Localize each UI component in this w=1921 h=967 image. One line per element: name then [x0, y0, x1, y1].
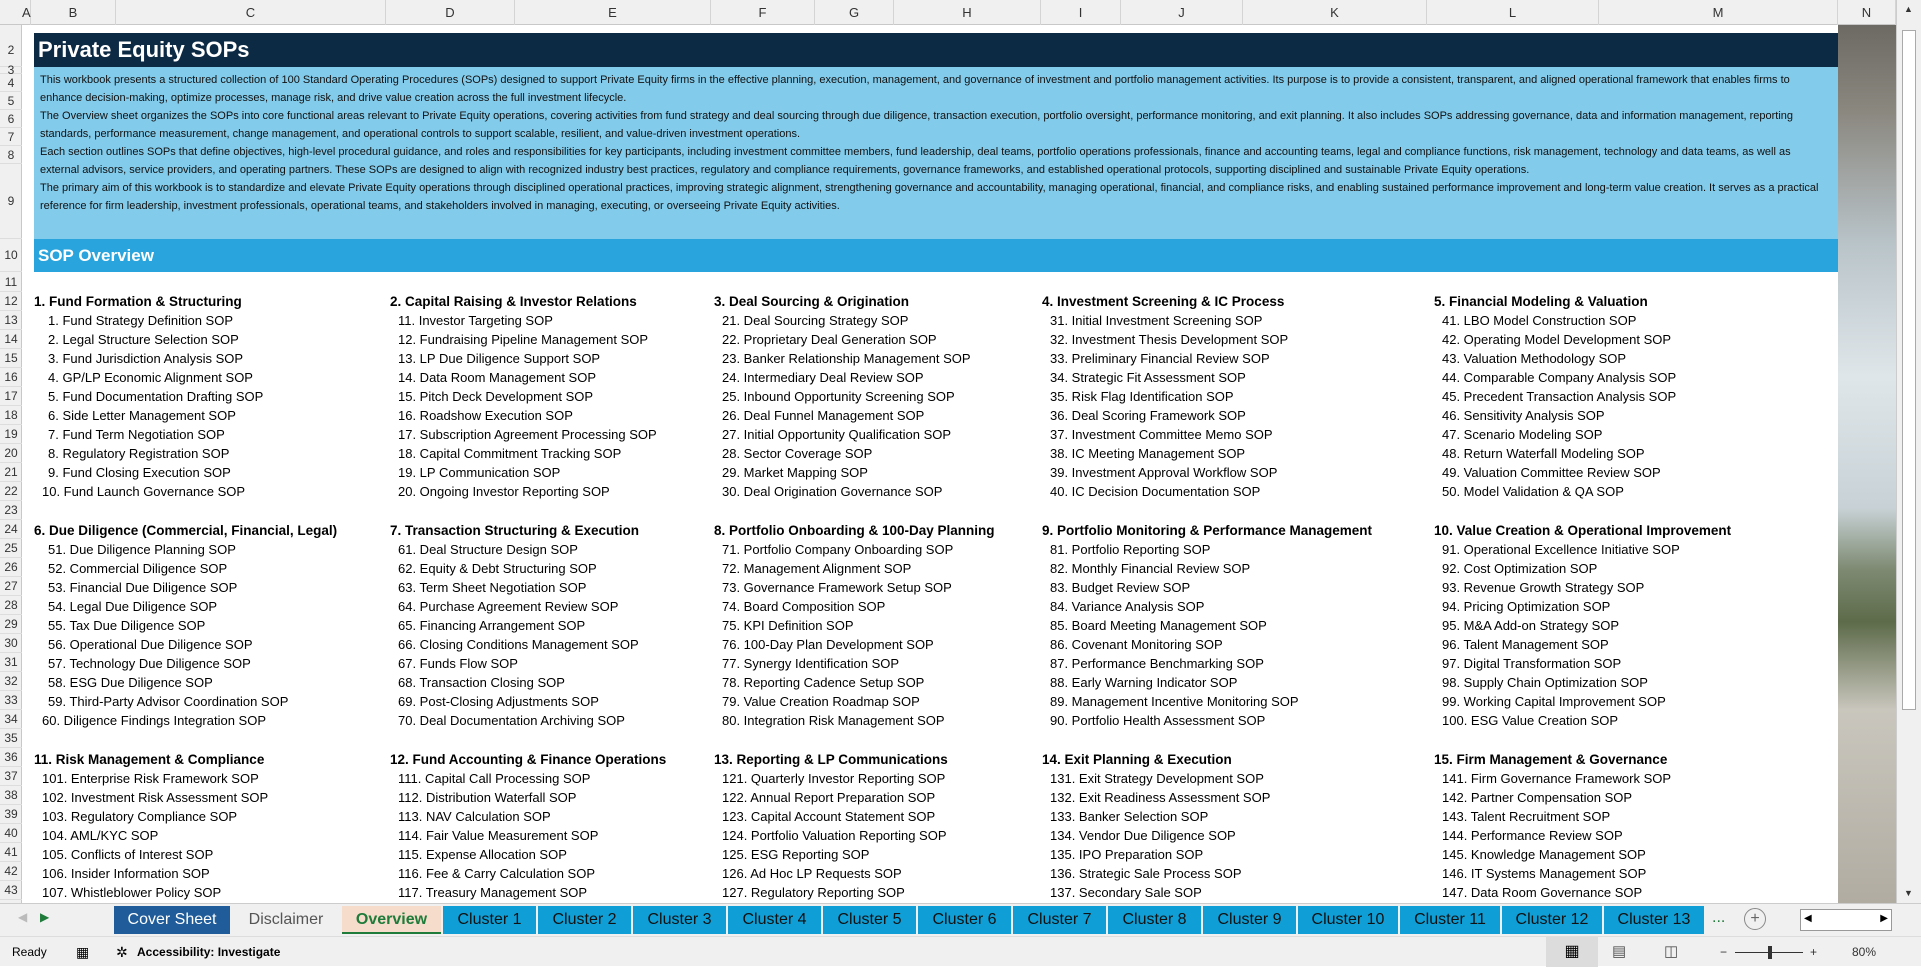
sop-list-item[interactable]: 105. Conflicts of Interest SOP [42, 847, 214, 862]
next-sheet-icon[interactable]: ▶ [40, 910, 50, 924]
sop-list-item[interactable]: 146. IT Systems Management SOP [1442, 866, 1647, 881]
sop-list-item[interactable]: 51. Due Diligence Planning SOP [48, 542, 236, 557]
row-header[interactable]: 32 [0, 672, 22, 691]
section-heading: 12. Fund Accounting & Finance Operations [390, 752, 667, 767]
sheet-tab[interactable]: Cluster 7 [1013, 906, 1106, 934]
scroll-right-icon[interactable]: ▶ [1880, 913, 1888, 924]
zoom-level[interactable]: 80% [1852, 945, 1877, 959]
sheet-tab[interactable]: Cluster 9 [1203, 906, 1296, 934]
sop-list-item[interactable]: 101. Enterprise Risk Framework SOP [42, 771, 259, 786]
section-heading: 14. Exit Planning & Execution [1042, 752, 1232, 767]
sop-list-item[interactable]: 60. Diligence Findings Integration SOP [42, 713, 267, 728]
sop-list-item[interactable]: 99. Working Capital Improvement SOP [1442, 694, 1666, 709]
scroll-down-icon[interactable]: ▼ [1904, 888, 1913, 898]
sop-list-item[interactable]: 80. Integration Risk Management SOP [722, 713, 945, 728]
sheet-tab[interactable]: Cluster 11 [1400, 906, 1500, 934]
column-header[interactable]: L [1427, 0, 1599, 25]
sop-list-item[interactable]: 34. Strategic Fit Assessment SOP [1050, 370, 1246, 385]
sop-list-item[interactable]: 114. Fair Value Measurement SOP [398, 828, 599, 843]
column-headers [0, 0, 1896, 25]
row-header[interactable]: 25 [0, 539, 22, 558]
sop-list-item[interactable]: 131. Exit Strategy Development SOP [1050, 771, 1264, 786]
sop-list-item[interactable]: 144. Performance Review SOP [1442, 828, 1623, 843]
sop-list-item[interactable]: 62. Equity & Debt Structuring SOP [398, 561, 597, 576]
accessibility-icon[interactable]: ✲ [116, 944, 128, 960]
column-header[interactable]: H [894, 0, 1041, 25]
sop-list-item[interactable]: 48. Return Waterfall Modeling SOP [1442, 446, 1645, 461]
sop-list-item[interactable]: 116. Fee & Carry Calculation SOP [398, 866, 596, 881]
zoom-in-button[interactable]: + [1810, 945, 1818, 959]
sop-list-item[interactable]: 66. Closing Conditions Management SOP [398, 637, 639, 652]
column-header[interactable]: A [22, 0, 31, 25]
sop-list-item[interactable]: 20. Ongoing Investor Reporting SOP [398, 484, 610, 499]
sop-list-item[interactable]: 7. Fund Term Negotiation SOP [48, 427, 225, 442]
status-bar [0, 936, 1921, 966]
sop-list-item[interactable]: 57. Technology Due Diligence SOP [48, 656, 251, 671]
row-header[interactable]: 42 [0, 862, 22, 881]
sop-list-item[interactable]: 141. Firm Governance Framework SOP [1442, 771, 1672, 786]
sop-list-item[interactable]: 75. KPI Definition SOP [722, 618, 854, 633]
row-header[interactable]: 37 [0, 767, 22, 786]
sop-list-item[interactable]: 133. Banker Selection SOP [1050, 809, 1209, 824]
sop-list-item[interactable]: 73. Governance Framework Setup SOP [722, 580, 952, 595]
sop-list-item[interactable]: 126. Ad Hoc LP Requests SOP [722, 866, 902, 881]
column-header[interactable]: C [116, 0, 386, 25]
column-header[interactable]: D [386, 0, 515, 25]
sop-list-item[interactable]: 86. Covenant Monitoring SOP [1050, 637, 1223, 652]
sop-list-item[interactable]: 28. Sector Coverage SOP [722, 446, 873, 461]
column-header[interactable]: J [1121, 0, 1243, 25]
sop-list-item[interactable]: 37. Investment Committee Memo SOP [1050, 427, 1273, 442]
sheet-tab[interactable]: Cover Sheet [114, 906, 230, 934]
sop-list-item[interactable]: 82. Monthly Financial Review SOP [1050, 561, 1251, 576]
sop-list-item[interactable]: 54. Legal Due Diligence SOP [48, 599, 218, 614]
row-header[interactable]: 21 [0, 463, 22, 482]
row-header[interactable]: 8 [0, 146, 22, 164]
sop-list-item[interactable]: 111. Capital Call Processing SOP [398, 771, 591, 786]
sop-list-item[interactable]: 142. Partner Compensation SOP [1442, 790, 1633, 805]
row-header[interactable]: 28 [0, 596, 22, 615]
row-header[interactable]: 22 [0, 482, 22, 501]
row-header[interactable]: 18 [0, 406, 22, 425]
sop-list-item[interactable]: 70. Deal Documentation Archiving SOP [398, 713, 625, 728]
sop-list-item[interactable]: 45. Precedent Transaction Analysis SOP [1442, 389, 1677, 404]
sop-list-item[interactable]: 68. Transaction Closing SOP [398, 675, 565, 690]
sop-list-item[interactable]: 33. Preliminary Financial Review SOP [1050, 351, 1270, 366]
sop-list-item[interactable]: 103. Regulatory Compliance SOP [42, 809, 238, 824]
sop-list-item[interactable]: 55. Tax Due Diligence SOP [48, 618, 206, 633]
sop-list-item[interactable]: 41. LBO Model Construction SOP [1442, 313, 1637, 328]
sop-list-item[interactable]: 123. Capital Account Statement SOP [722, 809, 936, 824]
sop-list-item[interactable]: 56. Operational Due Diligence SOP [48, 637, 253, 652]
sop-list-item[interactable]: 74. Board Composition SOP [722, 599, 886, 614]
sop-list-item[interactable]: 9. Fund Closing Execution SOP [48, 465, 231, 480]
sheet-tab[interactable]: Cluster 8 [1108, 906, 1201, 934]
row-header[interactable]: 10 [0, 239, 22, 272]
description-block [34, 67, 1838, 239]
sop-list-item[interactable]: 102. Investment Risk Assessment SOP [42, 790, 269, 805]
sop-list-item[interactable]: 19. LP Communication SOP [398, 465, 561, 480]
sop-list-item[interactable]: 38. IC Meeting Management SOP [1050, 446, 1246, 461]
sop-list-item[interactable]: 1. Fund Strategy Definition SOP [48, 313, 233, 328]
prev-sheet-icon[interactable]: ◀ [18, 910, 28, 924]
sop-list-item[interactable]: 93. Revenue Growth Strategy SOP [1442, 580, 1645, 595]
row-header[interactable]: 35 [0, 729, 22, 748]
scrollbar-thumb[interactable] [1902, 30, 1916, 710]
section-heading: 4. Investment Screening & IC Process [1042, 294, 1285, 309]
sop-list-item[interactable]: 32. Investment Thesis Development SOP [1050, 332, 1289, 347]
sheet-tab[interactable]: Cluster 13 [1604, 906, 1704, 934]
row-header[interactable]: 39 [0, 805, 22, 824]
page-layout-icon[interactable]: ▤ [1612, 943, 1627, 960]
sop-list-item[interactable]: 76. 100-Day Plan Development SOP [722, 637, 934, 652]
ready-status: Ready [12, 945, 47, 959]
sop-list-item[interactable]: 96. Talent Management SOP [1442, 637, 1609, 652]
row-header[interactable]: 6 [0, 110, 22, 128]
section-heading: 8. Portfolio Onboarding & 100-Day Planning [714, 523, 995, 538]
description-paragraph: This workbook presents a structured collection of 100 Standard Operating Procedures (SOPs) designed to support Private Equity firms in the effective planning, execution, management, and governance of investment and portfolio management activities. Its purpose is to provide a consistent, transparent, and aligned operational framework that enables firms to enhance decision-making, optimize processes, manage risk, and drive value creation across the full investment lifecycle. [40, 74, 1790, 104]
sop-list-item[interactable]: 3. Fund Jurisdiction Analysis SOP [48, 351, 244, 366]
sop-list-item[interactable]: 47. Scenario Modeling SOP [1442, 427, 1603, 442]
section-heading: 9. Portfolio Monitoring & Performance Management [1042, 523, 1373, 538]
column-header[interactable]: I [1041, 0, 1121, 25]
sheet-tab[interactable]: Cluster 4 [728, 906, 821, 934]
sop-list-item[interactable]: 24. Intermediary Deal Review SOP [722, 370, 924, 385]
sop-list-item[interactable]: 87. Performance Benchmarking SOP [1050, 656, 1264, 671]
sop-list-item[interactable]: 107. Whistleblower Policy SOP [42, 885, 222, 900]
row-header[interactable]: 40 [0, 824, 22, 843]
row-header[interactable]: 17 [0, 387, 22, 406]
sop-list-item[interactable]: 15. Pitch Deck Development SOP [398, 389, 594, 404]
sop-list-item[interactable]: 12. Fundraising Pipeline Management SOP [398, 332, 649, 347]
sop-list-item[interactable]: 112. Distribution Waterfall SOP [398, 790, 577, 805]
sheet-tab[interactable]: Overview [342, 906, 441, 934]
sop-list-item[interactable]: 30. Deal Origination Governance SOP [722, 484, 943, 499]
sop-list-item[interactable]: 143. Talent Recruitment SOP [1442, 809, 1611, 824]
section-heading: 11. Risk Management & Compliance [34, 752, 265, 767]
sop-list-item[interactable]: 21. Deal Sourcing Strategy SOP [722, 313, 909, 328]
sop-list-item[interactable]: 31. Initial Investment Screening SOP [1050, 313, 1263, 328]
sop-list-item[interactable]: 2. Legal Structure Selection SOP [48, 332, 239, 347]
row-header[interactable]: 12 [0, 292, 22, 311]
more-tabs[interactable]: ... [1712, 909, 1726, 926]
page-break-icon[interactable]: ◫ [1664, 943, 1679, 960]
sop-list-item[interactable]: 26. Deal Funnel Management SOP [722, 408, 925, 423]
section-heading: 6. Due Diligence (Commercial, Financial, Legal) [34, 523, 338, 538]
sheet-tab[interactable]: Cluster 6 [918, 906, 1011, 934]
section-heading: 5. Financial Modeling & Valuation [1434, 294, 1648, 309]
sop-list-item[interactable]: 104. AML/KYC SOP [42, 828, 159, 843]
page-title: Private Equity SOPs [34, 33, 1838, 67]
row-header[interactable]: 3 [0, 67, 22, 74]
section-heading: 2. Capital Raising & Investor Relations [390, 294, 637, 309]
row-header[interactable]: 34 [0, 710, 22, 729]
sop-list-item[interactable]: 16. Roadshow Execution SOP [398, 408, 573, 423]
row-header[interactable]: 5 [0, 92, 22, 110]
sop-list-item[interactable]: 97. Digital Transformation SOP [1442, 656, 1622, 671]
sop-list-item[interactable]: 79. Value Creation Roadmap SOP [722, 694, 920, 709]
sheet-tabs-bar [0, 903, 1921, 936]
section-heading: 1. Fund Formation & Structuring [34, 294, 242, 309]
scroll-up-icon[interactable]: ▲ [1904, 4, 1913, 14]
row-header[interactable]: 26 [0, 558, 22, 577]
column-header[interactable]: M [1599, 0, 1838, 25]
sheet-tab[interactable]: Cluster 2 [538, 906, 631, 934]
macro-icon[interactable]: ▦ [76, 944, 90, 960]
row-header[interactable]: 30 [0, 634, 22, 653]
row-header[interactable]: 15 [0, 349, 22, 368]
sop-list-item[interactable]: 25. Inbound Opportunity Screening SOP [722, 389, 955, 404]
row-header[interactable]: 14 [0, 330, 22, 349]
sop-list-item[interactable]: 6. Side Letter Management SOP [48, 408, 236, 423]
scroll-left-icon[interactable]: ◀ [1804, 913, 1812, 924]
sop-list-item[interactable]: 83. Budget Review SOP [1050, 580, 1191, 595]
row-header[interactable]: 13 [0, 311, 22, 330]
sop-list-item[interactable]: 137. Secondary Sale SOP [1050, 885, 1202, 900]
row-header[interactable]: 29 [0, 615, 22, 634]
sop-list-item[interactable]: 59. Third-Party Advisor Coordination SOP [48, 694, 289, 709]
sop-list-item[interactable]: 46. Sensitivity Analysis SOP [1442, 408, 1605, 423]
row-header[interactable]: 36 [0, 748, 22, 767]
sop-list-item[interactable]: 91. Operational Excellence Initiative SOP [1442, 542, 1680, 557]
sop-list-item[interactable]: 125. ESG Reporting SOP [722, 847, 870, 862]
description-paragraph: The primary aim of this workbook is to standardize and elevate Private Equity operations through disciplined operational practices, improving strategic alignment, strengthening governance and accountability, managing operational, financial, and compliance risks, and enabling sustained performance improvement and long-term value creation. It serves as a practical reference for firm leadership, investment professionals, operational teams, and stakeholders involved in managing, executing, or overseeing Private Equity activities. [40, 182, 1819, 212]
sop-list-item[interactable]: 40. IC Decision Documentation SOP [1050, 484, 1261, 499]
sop-list-item[interactable]: 78. Reporting Cadence Setup SOP [722, 675, 925, 690]
sheet-tab[interactable]: Disclaimer [232, 906, 340, 934]
sop-list-item[interactable]: 121. Quarterly Investor Reporting SOP [722, 771, 946, 786]
normal-view-icon[interactable]: ▦ [1546, 937, 1598, 967]
sop-list-item[interactable]: 94. Pricing Optimization SOP [1442, 599, 1611, 614]
sop-list-item[interactable]: 11. Investor Targeting SOP [398, 313, 553, 328]
sop-list-item[interactable]: 92. Cost Optimization SOP [1442, 561, 1598, 576]
sop-list-item[interactable]: 100. ESG Value Creation SOP [1442, 713, 1619, 728]
sop-list-item[interactable]: 88. Early Warning Indicator SOP [1050, 675, 1238, 690]
sop-list-item[interactable]: 27. Initial Opportunity Qualification SOP [722, 427, 952, 442]
row-header[interactable]: 43 [0, 881, 22, 900]
sheet-tab[interactable]: Cluster 3 [633, 906, 726, 934]
sop-list-item[interactable]: 14. Data Room Management SOP [398, 370, 596, 385]
sop-list-item[interactable]: 145. Knowledge Management SOP [1442, 847, 1646, 862]
section-heading: 13. Reporting & LP Communications [714, 752, 948, 767]
sop-list-item[interactable]: 113. NAV Calculation SOP [398, 809, 551, 824]
sop-list-item[interactable]: 72. Management Alignment SOP [722, 561, 912, 576]
sop-list-item[interactable]: 69. Post-Closing Adjustments SOP [398, 694, 599, 709]
sop-list-item[interactable]: 65. Financing Arrangement SOP [398, 618, 586, 633]
row-header[interactable]: 41 [0, 843, 22, 862]
sop-list-item[interactable]: 8. Regulatory Registration SOP [48, 446, 230, 461]
row-header[interactable]: 23 [0, 501, 22, 520]
sop-list-item[interactable]: 35. Risk Flag Identification SOP [1050, 389, 1234, 404]
sop-list-item[interactable]: 77. Synergy Identification SOP [722, 656, 900, 671]
sop-list-item[interactable]: 4. GP/LP Economic Alignment SOP [48, 370, 253, 385]
sop-overview-heading: SOP Overview [34, 239, 1838, 272]
sop-list-item[interactable]: 22. Proprietary Deal Generation SOP [722, 332, 937, 347]
row-header[interactable]: 20 [0, 444, 22, 463]
column-header[interactable]: K [1243, 0, 1427, 25]
sop-list-item[interactable]: 52. Commercial Diligence SOP [48, 561, 228, 576]
row-header[interactable]: 33 [0, 691, 22, 710]
row-header[interactable]: 7 [0, 128, 22, 146]
sop-list-item[interactable]: 147. Data Room Governance SOP [1442, 885, 1643, 900]
sop-list-item[interactable]: 43. Valuation Methodology SOP [1442, 351, 1627, 366]
worksheet-grid[interactable] [22, 25, 1896, 903]
row-header[interactable]: 11 [0, 272, 22, 292]
sop-list-item[interactable]: 39. Investment Approval Workflow SOP [1050, 465, 1278, 480]
sop-list-item[interactable]: 106. Insider Information SOP [42, 866, 210, 881]
sop-list-item[interactable]: 63. Term Sheet Negotiation SOP [398, 580, 587, 595]
sop-list-item[interactable]: 49. Valuation Committee Review SOP [1442, 465, 1661, 480]
section-heading: 7. Transaction Structuring & Execution [390, 523, 640, 538]
sop-list-item[interactable]: 10. Fund Launch Governance SOP [42, 484, 246, 499]
horizontal-scrollbar[interactable] [1800, 909, 1892, 931]
row-header[interactable]: 24 [0, 520, 22, 539]
sop-list-item[interactable]: 17. Subscription Agreement Processing SOP [398, 427, 657, 442]
sheet-tab[interactable]: Cluster 5 [823, 906, 916, 934]
sheet-tab[interactable]: Cluster 10 [1298, 906, 1398, 934]
sheet-tab[interactable]: Cluster 12 [1502, 906, 1602, 934]
background-photo [1838, 25, 1896, 903]
sop-list-item[interactable]: 127. Regulatory Reporting SOP [722, 885, 905, 900]
sop-list-item[interactable]: 85. Board Meeting Management SOP [1050, 618, 1267, 633]
zoom-out-button[interactable]: − [1720, 945, 1728, 959]
sop-list-item[interactable]: 64. Purchase Agreement Review SOP [398, 599, 619, 614]
sop-list-item[interactable]: 71. Portfolio Company Onboarding SOP [722, 542, 954, 557]
row-header[interactable]: 2 [0, 33, 22, 67]
column-header[interactable]: E [515, 0, 711, 25]
row-header[interactable]: 16 [0, 368, 22, 387]
sop-list-item[interactable]: 132. Exit Readiness Assessment SOP [1050, 790, 1271, 805]
row-header[interactable]: 38 [0, 786, 22, 805]
row-header[interactable]: 19 [0, 425, 22, 444]
sop-list-item[interactable]: 36. Deal Scoring Framework SOP [1050, 408, 1246, 423]
column-header[interactable]: G [815, 0, 894, 25]
section-heading: 15. Firm Management & Governance [1434, 752, 1668, 767]
sop-list-item[interactable]: 124. Portfolio Valuation Reporting SOP [722, 828, 947, 843]
sop-list-item[interactable]: 115. Expense Allocation SOP [398, 847, 567, 862]
sop-list-item[interactable]: 136. Strategic Sale Process SOP [1050, 866, 1242, 881]
description-paragraph: The Overview sheet organizes the SOPs into core functional areas relevant to Private Equity operations, covering activities from fund strategy and deal sourcing through due diligence, transaction execution, portfolio oversight, performance monitoring, and exit planning. It also includes SOPs addressing governance, data and information management, reporting standards, performance measurement, change management, and operational controls to support scalable, resilient, and value-driven investment operations. [40, 110, 1794, 140]
add-sheet-icon[interactable]: + [1744, 908, 1766, 930]
sop-list-item[interactable]: 98. Supply Chain Optimization SOP [1442, 675, 1648, 690]
sop-list-item[interactable]: 117. Treasury Management SOP [398, 885, 588, 900]
sop-list-item[interactable]: 89. Management Incentive Monitoring SOP [1050, 694, 1299, 709]
row-header[interactable]: 4 [0, 74, 22, 92]
sop-list-item[interactable]: 67. Funds Flow SOP [398, 656, 518, 671]
vertical-scrollbar[interactable] [1896, 0, 1921, 906]
column-header[interactable]: B [31, 0, 116, 25]
section-heading: 10. Value Creation & Operational Improvement [1434, 523, 1732, 538]
sop-list-item[interactable]: 13. LP Due Diligence Support SOP [398, 351, 601, 366]
sop-list-item[interactable]: 50. Model Validation & QA SOP [1442, 484, 1624, 499]
sop-list-item[interactable]: 61. Deal Structure Design SOP [398, 542, 578, 557]
sop-list-item[interactable]: 18. Capital Commitment Tracking SOP [398, 446, 622, 461]
sop-list-item[interactable]: 5. Fund Documentation Drafting SOP [48, 389, 264, 404]
sop-list-item[interactable]: 95. M&A Add-on Strategy SOP [1442, 618, 1620, 633]
sop-list-item[interactable]: 134. Vendor Due Diligence SOP [1050, 828, 1236, 843]
sop-list-item[interactable]: 58. ESG Due Diligence SOP [48, 675, 213, 690]
sheet-tab[interactable]: Cluster 1 [443, 906, 536, 934]
section-heading: 3. Deal Sourcing & Origination [714, 294, 910, 309]
sop-list-item[interactable]: 23. Banker Relationship Management SOP [722, 351, 971, 366]
sop-list-item[interactable]: 122. Annual Report Preparation SOP [722, 790, 936, 805]
accessibility-status[interactable]: Accessibility: Investigate [137, 945, 281, 959]
sop-list-item[interactable]: 135. IPO Preparation SOP [1050, 847, 1204, 862]
description-paragraph: Each section outlines SOPs that define objectives, high-level procedural guidance, and roles and responsibilities for key participants, including investment committee members, fund leadership, deal teams, portfolio operations professionals, finance and accounting teams, legal and compliance functions, risk management, technology and data teams, as well as external advisors, service providers, and operating partners. These SOPs are designed to align with recognized industry best practices, regulatory and compliance requirements, governance frameworks, and established operational protocols, supporting disciplined and sustainable Private Equity operations. [40, 146, 1791, 176]
row-header[interactable]: 9 [0, 164, 22, 239]
row-header[interactable]: 31 [0, 653, 22, 672]
sop-list-item[interactable]: 29. Market Mapping SOP [722, 465, 868, 480]
zoom-slider-thumb[interactable] [1768, 946, 1772, 959]
sop-list-item[interactable]: 81. Portfolio Reporting SOP [1050, 542, 1211, 557]
row-header[interactable]: 27 [0, 577, 22, 596]
column-header[interactable]: N [1838, 0, 1896, 25]
sop-list-item[interactable]: 42. Operating Model Development SOP [1442, 332, 1672, 347]
sop-list-item[interactable]: 84. Variance Analysis SOP [1050, 599, 1205, 614]
sop-list-item[interactable]: 90. Portfolio Health Assessment SOP [1050, 713, 1266, 728]
column-header[interactable]: F [711, 0, 815, 25]
row-headers [0, 25, 22, 903]
sop-list-item[interactable]: 44. Comparable Company Analysis SOP [1442, 370, 1677, 385]
sop-list-item[interactable]: 53. Financial Due Diligence SOP [48, 580, 238, 595]
